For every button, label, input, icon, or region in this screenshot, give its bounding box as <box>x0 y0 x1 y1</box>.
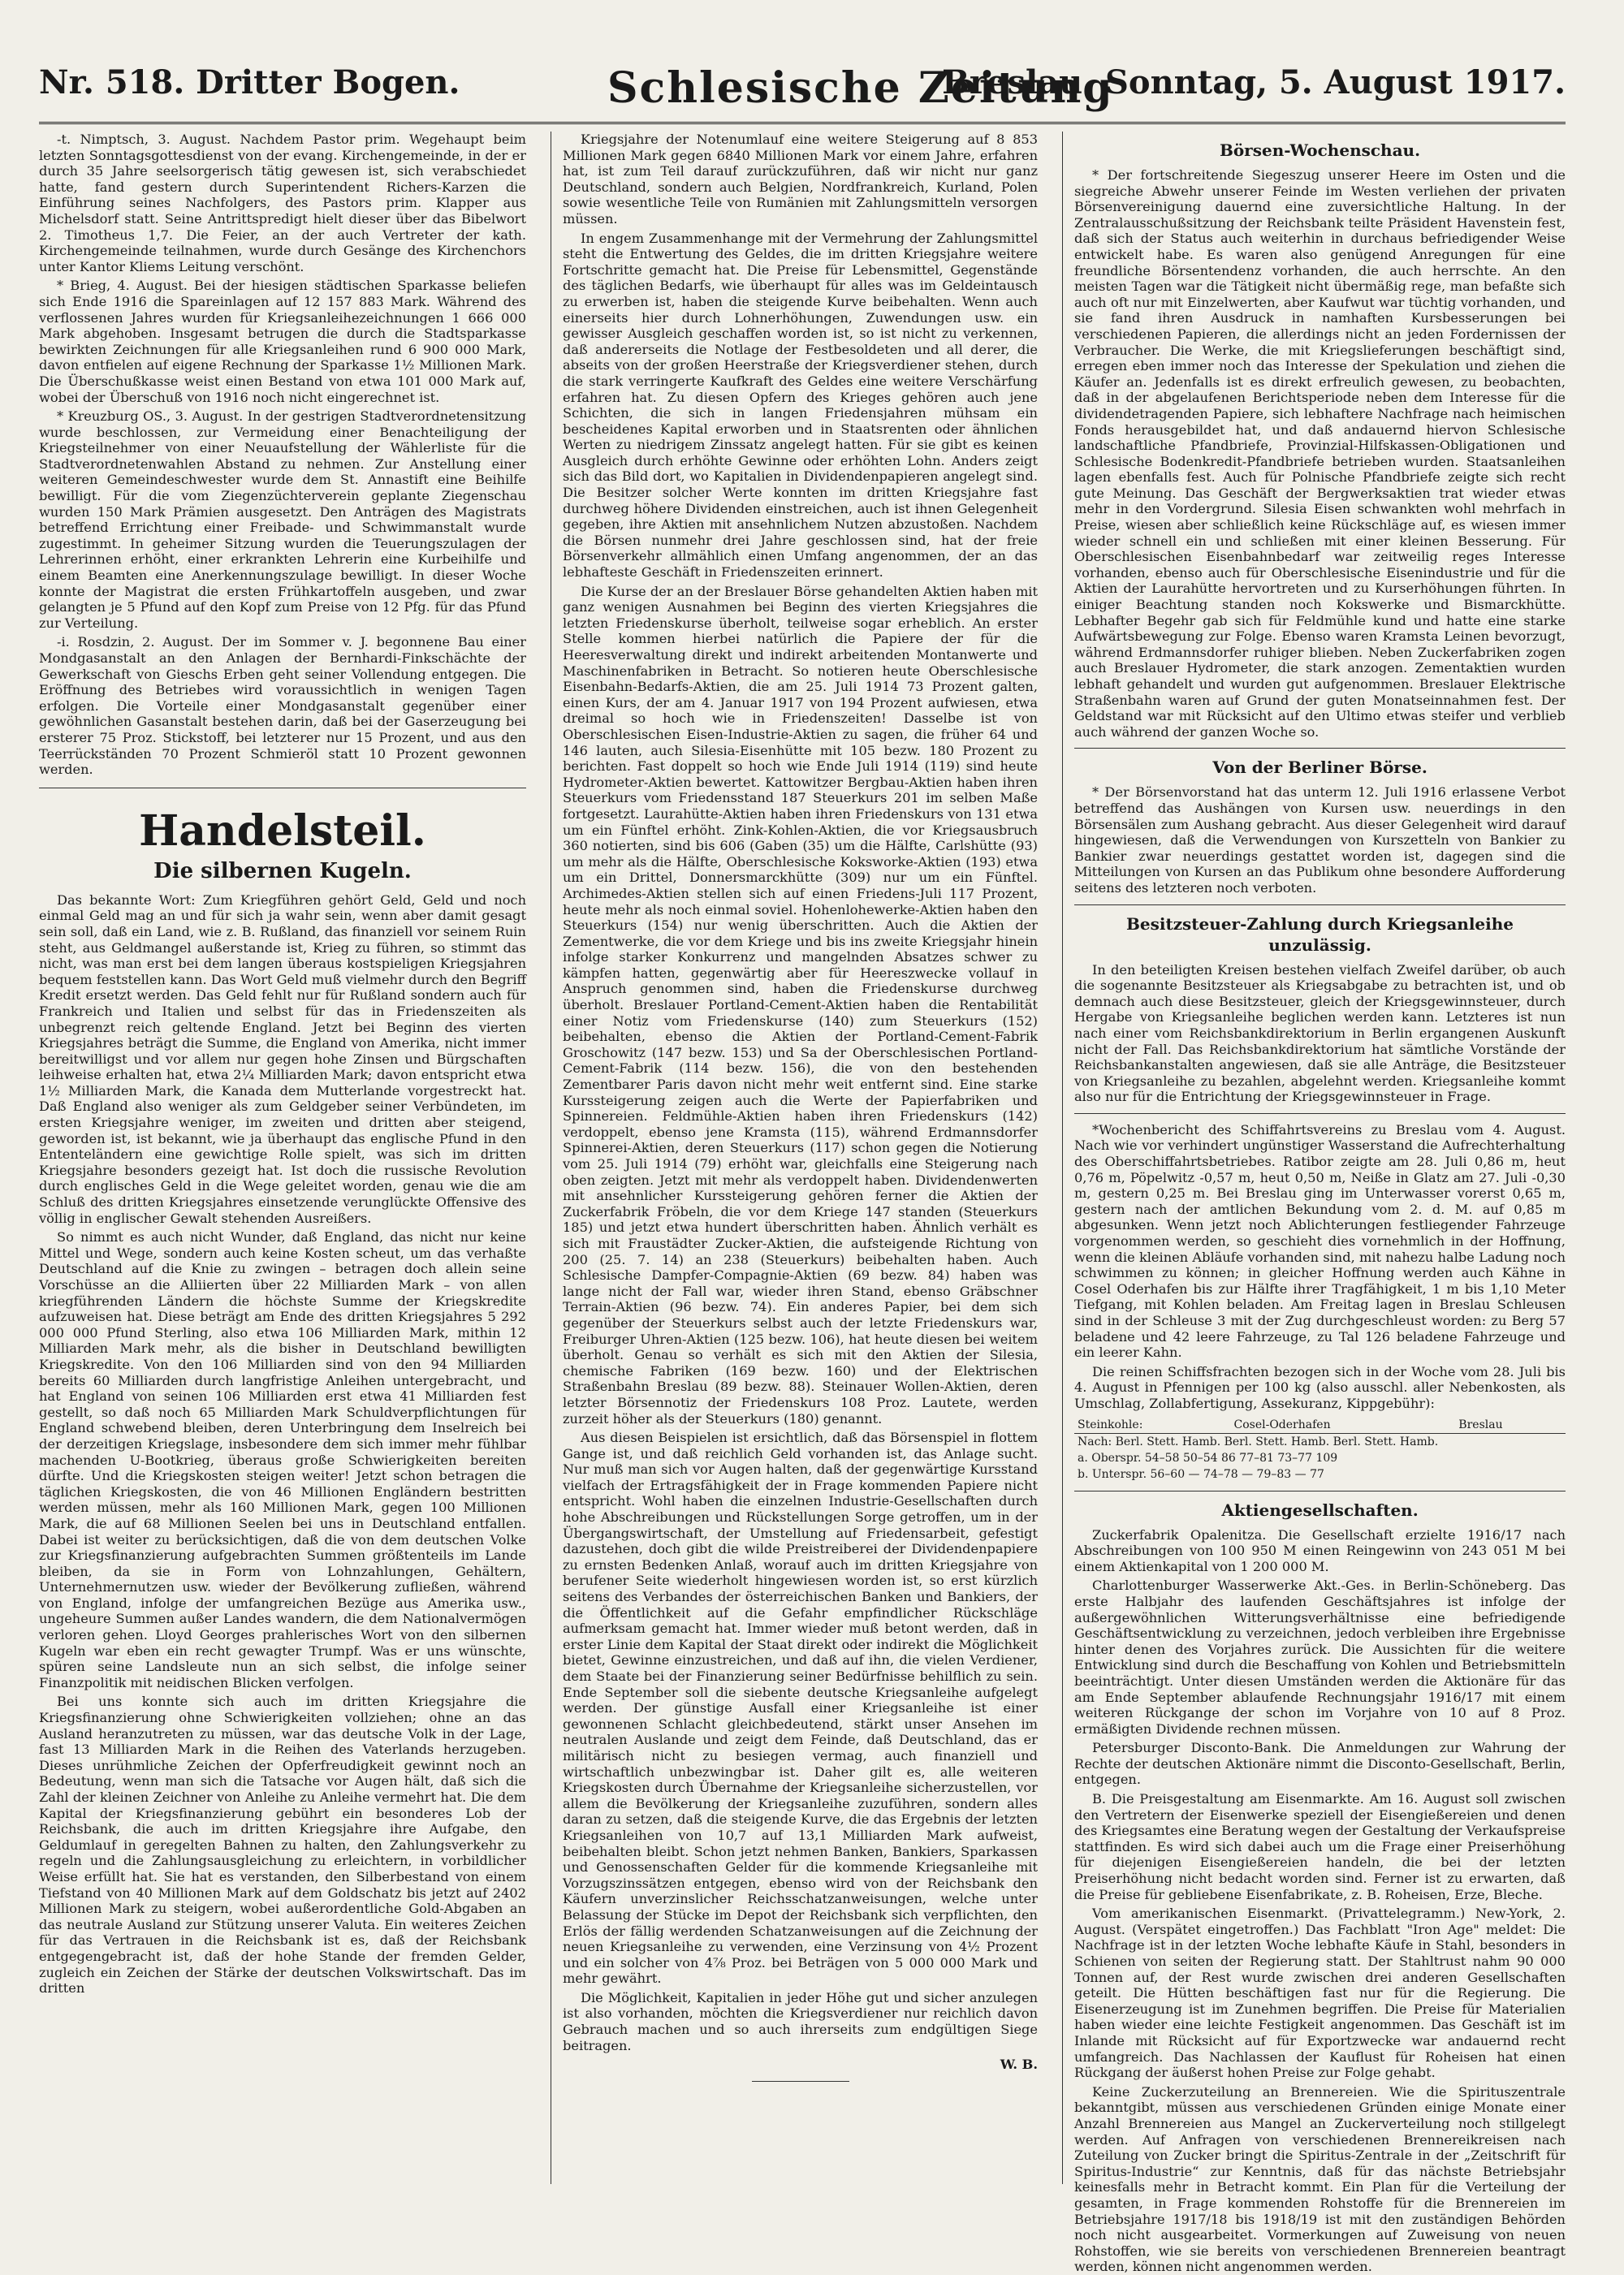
besitz-paragraph: In den beteiligten Kreisen bestehen vielfach Zweifel darüber, ob auch die sogenannte Besitzsteuer als Kriegsabgabe zu betrachten ist, und ob demnach auch diese Besitzsteuer, gleich der Kriegsgewinnsteuer, durch Hergabe von Kriegsanleihe beglichen werden kann. Letzteres ist nun nach einer vom Reichsbankdirektorium in Berlin ergangenen Auskunft nicht der Fall. Das Reichsbankdirektorium hat sämtliche Vorstände der Reichsbankanstalten angewiesen, daß sie alle Anträge, die Besitzsteuer von Kriegsanleihe zu bezahlen, abgelehnt werden. Kriegsanleihe kommt also nur für die Entrichtung der Kriegsgewinnsteuer in Frage. <box>1074 961 1566 1105</box>
divider <box>1074 904 1566 905</box>
masthead <box>39 57 1566 124</box>
aktien-paragraph: Zuckerfabrik Opalenitza. Die Gesellschaft erzielte 1916/17 nach Abschreibungen von 100 950 M einen Reingewinn von 243 051 M bei einem Aktienkapital von 1 200 000 M. <box>1074 1526 1566 1574</box>
table-row <box>1074 1417 1566 1434</box>
article-paragraph: Aus diesen Beispielen ist ersichtlich, daß das Börsenspiel in flottem Gange ist, und daß reichlich Geld vorhanden ist, das Anlage sucht. Nur muß man sich vor Augen halten, daß der gegenwärtige Kursstand vielfach der Ertragsfähigkeit der in Frage kommenden Papiere nicht entspricht. Wohl haben die einzelnen Industrie-Gesellschaften durch hohe Abschreibungen und Rückstellungen Sorge getroffen, um in der Übergangswirtschaft, der Umstellung auf Friedensarbeit, gefestigt dazustehen, doch gibt die wilde Preistreiberei der Dividendenpapiere zu ernsten Bedenken Anlaß, worauf auch im dritten Kriegsjahre von berufener Seite wiederholt hingewiesen worden ist, so erst kürzlich seitens des Verbandes der österreichischen Banken und Bankiers, der die Öffentlichkeit auf die Gefahr empfindlicher Rückschläge aufmerksam gemacht hat. Immer wieder muß betont werden, daß in erster Linie dem Kapital der Staat direkt oder indirekt die Möglichkeit bietet, Gewinne einzustreichen, und daß auf ihn, die vielen Verdiener, dem Staate bei der Finanzierung seiner Bedürfnisse behilflich zu sein. Ende September soll die siebente deutsche Kriegsanleihe aufgelegt werden. Der günstige Ausfall einer Kriegsanleihe ist einer gewonnenen Schlacht gleichbedeutend, stärkt unser Ansehen im neutralen Auslande und zeigt dem Feinde, daß Deutschland, das er militärisch nicht zu besiegen vermag, auch finanziell und wirtschaftlich unbezwingbar ist. Daher gilt es, alle weiteren Kriegskosten durch Übernahme der Kriegsanleihe sicherzustellen, vor allem die Bevölkerung der Kriegsanleihe zuzuführen, sondern alles daran zu setzen, daß die steigende Kurve, die das Ergebnis der letzten Kriegsanleihen von 10,7 auf 13,1 Milliarden Mark aufweist, beibehalten bleibt. Schon jetzt nehmen Banken, Bankiers, Sparkassen und Genossenschaften Gelder für die kommende Kriegsanleihe mit Vorzugszinssätzen entgegen, ebenso wird von der Reichsbank den Käufern unverzinslicher Reichsschatzanweisungen, welche unter Belassung der Stücke im Depot der Reichsbank sich verpflichten, den Erlös der fällig werdenden Schatzanweisungen auf die Zeichnung der neuen Kriegsanleihe zu verwenden, eine Verzinsung von 4½ Prozent und ein solcher von 4⅞ Proz. bei Beträgen von 5 000 000 Mark und mehr gewährt. <box>563 1430 1038 1987</box>
table-cell: Nach: Berl. Stett. Hamb. Berl. Stett. Hamb. Berl. Stett. Hamb. <box>1078 1435 1439 1448</box>
schiffahrt-paragraph: Die reinen Schiffsfrachten bezogen sich in der Woche vom 28. Juli bis 4. August in Pfennigen per 100 kg (also ausschl. aller Nebenkosten, als Umschlag, Zollabfertigung, Assekuranz, Kippgebühr): <box>1074 1363 1566 1411</box>
table-row <box>1074 1450 1566 1466</box>
column-3 <box>1062 132 1566 2275</box>
local-news <box>39 132 526 788</box>
aktien-title: Aktiengesellschaften. <box>1221 1500 1419 1520</box>
section-title: Handelsteil. <box>139 805 426 856</box>
article-paragraph: So nimmt es auch nicht Wunder, daß England, das nicht nur keine Mittel und Wege, sondern auch keine Kosten scheut, um das verhaßte Deutschland auf die Knie zu zwingen – betragen doch allein seine Vorschüsse an die Alliierten über 22 Milliarden Mark – von allen kriegführenden Ländern die höchste Summe der Kriegskredite aufzuweisen hat. Diese beträgt am Ende des dritten Kriegsjahres 5 292 000 000 Pfund Sterling, also etwa 106 Milliarden Mark, mithin 12 Milliarden Mark mehr, als die bisher in Deutschland bewilligten Kriegskredite. Von den 106 Milliarden sind von den 94 Milliarden bereits 60 Milliarden durch langfristige Anleihen untergebracht, und hat England von seinen 106 Milliarden erst etwa 41 Milliarden fest gestellt, so daß noch 65 Milliarden Mark Schuldverpflichtungen für England schwebend bleiben, deren Unterbringung dem Inselreich bei der derzeitigen Kriegslage, insbesondere dem sich immer mehr fühlbar machenden U-Bootkrieg, überaus große Schwierigkeiten bereiten dürfte. Und die Kriegskosten steigen weiter! Jetzt schon betragen die täglichen Kriegskosten, die von 46 Millionen Engländern bestritten werden müssen, mehr als 160 Millionen Mark, gegen 100 Millionen Mark, die auf 68 Millionen Seelen bei uns in Deutschland entfallen. Dabei ist weiter zu berücksichtigen, daß die von dem deutschen Volke zur Kriegsfinanzierung aufgebrachten Summen größtenteils im Lande bleiben, da sie in Form von Lohnzahlungen, Gehältern, Unternehmernutzen usw. wieder der Bevölkerung zufließen, während von England, infolge der umfangreichen Bezüge aus Amerika usw., ungeheure Summen außer Landes wandern, die dem Nationalvermögen verloren gehen. Lloyd Georges prahlerisches Wort von den silbernen Kugeln war eben ein recht gewagter Trumpf. Was er uns wünschte, spüren seine Landsleute nun an sich selbst, die infolge seiner Finanzpolitik mit neidischen Blicken verfolgen. <box>39 1229 526 1690</box>
table-row <box>1074 1466 1566 1483</box>
newspaper-page <box>39 57 1566 2275</box>
divider <box>1074 1113 1566 1114</box>
aktien-paragraph: Vom amerikanischen Eisenmarkt. (Privattelegramm.) New-York, 2. August. (Verspätet eingetroffen.) Das Fachblatt "Iron Age" meldet: Die Nachfrage ist in der letzten Woche lebhafte Käufe in Stahl, besonders in Schienen von seiten der Regierung statt. Der Stahltrust nahm 90 000 Tonnen auf, der Rest wurde zwischen drei anderen Gesellschaften geteilt. Die Hütten beschäftigen fast nur für die Regierung. Die Eisenerzeugung ist im Zunehmen begriffen. Die Preise für Materialien haben wieder eine leichte Festigkeit angenommen. Das Geschäft ist im Inlande mit Rücksicht auf für Exportzwecke war andauernd recht umfangreich. Das Nachlassen der Kauflust für Roheisen hat einen Rückgang der äußerst hohen Preise zur Folge gehabt. <box>1074 1906 1566 2081</box>
aktien-paragraph: Charlottenburger Wasserwerke Akt.-Ges. in Berlin-Schöneberg. Das erste Halbjahr des laufenden Geschäftsjahres ist infolge der außergewöhnlichen Witterungsverhältnisse eine befriedigende Geschäftsentwicklung zu verzeichnen, jedoch verbleiben ihre Ergebnisse hinter denen des Vorjahres zurück. Die Aussichten für die weitere Entwicklung sind durch die Beschaffung von Kohlen und Betriebsmitteln beeinträchtigt. Unter diesen Umständen werden die Aktionäre für das am Ende September ablaufende Rechnungsjahr 1916/17 mit einem weiteren Rückgange der schon im Vorjahre von 10 auf 8 Proz. ermäßigten Dividende rechnen müssen. <box>1074 1578 1566 1737</box>
news-rosdzin: -i. Rosdzin, 2. August. Der im Sommer v. J. begonnene Bau einer Mondgasanstalt an den Anlagen der Bernhardi-Finkschächte der Gewerkschaft von Gieschs Erben geht seiner Vollendung entgegen. Die Eröffnung des Betriebes wird voraussichtlich in wenigen Tagen erfolgen. Die Vorteile einer Mondgasanstalt gegenüber einer gewöhnlichen Gasanstalt bestehen darin, daß bei der Gaserzeugung bei ersterer 75 Proz. Stickstoff, bei letzterer nur 15 Prozent, und aus den Teerrückständen 70 Prozent Schmieröl statt 10 Prozent gewonnen werden. <box>39 634 526 778</box>
divider <box>1074 748 1566 749</box>
aktien-paragraph: Petersburger Disconto-Bank. Die Anmeldungen zur Wahrung der Rechte der deutschen Aktionäre nimmt die Disconto-Gesellschaft, Berlin, entgegen. <box>1074 1740 1566 1788</box>
table-row <box>1074 1433 1566 1450</box>
newspaper-title: Schlesische Zeitung <box>607 63 1114 113</box>
table-header: Cosel-Oderhafen <box>1231 1417 1456 1434</box>
article-title: Die silbernen Kugeln. <box>153 858 412 883</box>
article-paragraph: Das bekannte Wort: Zum Kriegführen gehört Geld, Geld und noch einmal Geld mag an und für sich ja wahr sein, wenn aber damit gesagt sein soll, daß ein Land, wie z. B. Rußland, das finanziell vor seinem Ruin steht, aus Geldmangel außerstande ist, Krieg zu führen, so stimmt das nicht, was man erst bei dem langen überaus kostspieligen Kriegsjahren bequem feststellen kann. Das Wort Geld muß vielmehr durch den Begriff Kredit ersetzt werden. Das Geld fehlt nur für Rußland sondern auch für Frankreich und Italien und selbst für das in Friedenszeiten als unbegrenzt reich geltende England. Jetzt bei Beginn des vierten Kriegsjahres beträgt die Summe, die England von Amerika, nicht immer bereitwilligst und vor allem nur gegen hohe Zinsen und Bürgschaften leihweise erhalten hat, etwa 2¼ Milliarden Mark; davon entspricht etwa 1½ Milliarden Mark, die Kanada dem Mutterlande vorgestreckt hat. Daß England also weniger als zum Geldgeber seiner Verbündeten, im ersten Kriegsjahre weniger, im zweiten und dritten aber steigend, geworden ist, ist bekannt, wie ja überhaupt das englische Pfund in den Ententeländern eine gewichtige Rolle spielt, was sich im dritten Kriegsjahre besonders gezeigt hat. Ist doch die russische Revolution durch englisches Geld in die Wege geleitet worden, genau wie die am Schluß des dritten Kriegsjahres einsetzende verunglückte Offensive des völlig in englischer Gewalt stehenden Ausreißers. <box>39 891 526 1226</box>
table-header: Breslau <box>1455 1417 1566 1434</box>
article-paragraph: Bei uns konnte sich auch im dritten Kriegsjahre die Kriegsfinanzierung ohne Schwierigkeiten vollziehen; ohne an das Ausland heranzutreten zu müssen, war das deutsche Volk in der Lage, fast 13 Milliarden Mark in die Reihen des Vaterlands herzugeben. Dieses unrühmliche Zeichen der Opferfreudigkeit gewinnt noch an Bedeutung, wenn man sich die Tatsache vor Augen hält, daß sich die Zahl der kleinen Zeichner von Anleihe zu Anleihe vermehrt hat. Die dem Kapital der Kriegsfinanzierung gebührt ein besonderes Lob der Reichsbank, die auch im dritten Kriegsjahre ihre Aufgabe, den Geldumlauf in geregelten Bahnen zu halten, den Zahlungsverkehr zu regeln und die Zahlungsausgleichung zu erleichtern, in vorbildlicher Weise erfüllt hat. Sie hat es verstanden, den Silberbestand von einem Tiefstand von 40 Millionen Mark auf dem Goldschatz bis jetzt auf 2402 Millionen Mark zu steigern, wobei außerordentliche Gold-Abgaben an das neutrale Ausland zur Stützung unserer Valuta. Ein weiteres Zeichen für das Vertrauen in die Reichsbank ist es, daß der Reichsbank entgegengebracht ist, daß der hohe Stande der fremden Gelder, zugleich ein Zeichen der Stärke der deutschen Volkswirtschaft. Das im dritten <box>39 1694 526 1997</box>
table-cell: a. Oberspr. 54–58 50–54 86 77–81 73–77 109 <box>1078 1451 1338 1465</box>
news-kreuzburg: * Kreuzburg OS., 3. August. In der gestrigen Stadtverordnetensitzung wurde beschlossen, zur Vermeidung einer Benachteiligung der Kriegsteilnehmer von einer Neuaufstellung der Wählerliste für die Stadtverordnetenwahlen Abstand zu nehmen. Zur Anstellung einer weiteren Gemeindeschwester wurde dem St. Annastift eine Beihilfe bewilligt. Für die vom Ziegenzüchterverein geplante Ziegenschau wurden 150 Mark Prämien ausgesetzt. Den Anträgen des Magistrats betreffend Errichtung einer Freibade- und Schwimmanstalt wurde zugestimmt. In geheimer Sitzung wurden die Teuerungszulagen der Lehrerinnen erhöht, einer erkrankten Lehrerin eine Kurbeihilfe und einem Beamten eine Anerkennungszulage bewilligt. In dieser Woche konnte der Magistrat die ersten Frühkartoffeln ausgeben, und zwar gelangten je 5 Pfund auf den Kopf zum Preise von 12 Pfg. für das Pfund zur Verteilung. <box>39 408 526 631</box>
news-brieg: * Brieg, 4. August. Bei der hiesigen städtischen Sparkasse beliefen sich Ende 1916 die Spareinlagen auf 12 157 883 Mark. Während des verflossenen Jahres wurden für Kriegsanleihezeichnungen 1 666 000 Mark abgehoben. Insgesamt betrugen die durch die Stadtsparkasse bewirkten Zeichnungen für alle Kriegsanleihen rund 6 900 000 Mark, davon entfielen auf eigene Rechnung der Sparkasse 1½ Millionen Mark. Die Überschußkasse weist einen Bestand von etwa 101 000 Mark auf, wobei der Überschuß von 1916 noch nicht eingerechnet ist. <box>39 278 526 405</box>
end-rule <box>752 2081 849 2082</box>
article-paragraph: Die Möglichkeit, Kapitalien in jeder Höhe gut und sicher anzulegen ist also vorhanden, möchten die Kriegsverdiener nur reichlich davon Gebrauch machen und so auch ihrerseits zum endgültigen Siege beitragen. <box>563 1989 1038 2053</box>
column-1 <box>39 132 526 2184</box>
table-cell: b. Unterspr. 56–60 — 74–78 — 79–83 — 77 <box>1078 1467 1324 1481</box>
schiffahrt-paragraph: *Wochenbericht des Schiffahrtsvereins zu Breslau vom 4. August. Nach wie vor verhindert ungünstiger Wasserstand die Aufrechterhaltung des Oberschiffahrtsbetriebes. Ratibor zeigte am 28. Juli 0,86 m, heut 0,76 m, Pöpelwitz -0,57 m, heut 0,50 m, Neiße in Glatz am 27. Juli -0,30 m, gestern 0,25 m. Bei Breslau ging im Unterwasser vorerst 0,65 m, gestern nach der amtlichen Bekundung vom 2. d. M. auf 0,85 m abgesunken. Wenn jetzt noch Ablichterungen festliegender Fahrzeuge vorgenommen werden, so geschieht dies vornehmlich in der Hoffnung, wenn die kleinen Abläufe vorhanden sind, mit nahezu halbe Ladung noch schwimmen zu können; in gleicher Hoffnung werden auch Kähne in Cosel Oderhafen bis zur Hälfte ihrer Tragfähigkeit, 1 m bis 1,10 Meter Tiefgang, mit Kohlen beladen. Am Freitag lagen in Breslau Schleusen sind in der Schleuse 3 mit der Zug durchgeschleust worden: zu Berg 57 beladene und 42 leere Fahrzeuge, zu Tal 126 beladene Fahrzeuge und ein leerer Kahn. <box>1074 1121 1566 1361</box>
boerse-title: Börsen-Wochenschau. <box>1219 140 1421 160</box>
date-line: Breslau. Sonntag, 5. August 1917. <box>942 63 1566 101</box>
aktien-paragraph: B. Die Preisgestaltung am Eisenmarkte. Am 16. August soll zwischen den Vertretern der Eisenwerke speziell der Eisengießereien und denen des Kriegsamtes eine Beratung wegen der Gestaltung der Verkaufspreise stattfinden. Es wird sich dabei auch um die Frage einer Preiserhöhung für diejenigen Eisengießereien handeln, die bei der letzten Preiserhöhung nicht bedacht worden sind. Ferner ist zu erwarten, daß die Preise für gebliebene Eisenfabrikate, z. B. Roheisen, Erze, Bleche. <box>1074 1791 1566 1902</box>
article-paragraph: In engem Zusammenhange mit der Vermehrung der Zahlungsmittel steht die Entwertung des Geldes, die im dritten Kriegsjahre weitere Fortschritte gemacht hat. Die Preise für Lebensmittel, Gegenstände des täglichen Bedarfs, wie überhaupt für alles was im Geldeintausch zu erwerben ist, haben die steigende Kurve beibehalten. Wenn auch einerseits hier durch Lohnerhöhungen, Zuwendungen usw. ein gewisser Ausgleich geschaffen worden ist, so ist nicht zu verkennen, daß andererseits die Notlage der Festbesoldeten und all derer, die abseits von der großen Heerstraße der Kriegsverdiener stehen, durch die stark verringerte Kaufkraft des Geldes eine weitere Verschärfung erfahren hat. Zu diesen Opfern des Krieges gehören auch jene Schichten, die sich in langen Friedensjahren mühsam ein bescheidenes Kapital erworben und in Staatsrenten oder ähnlichen Werten zu niedrigem Zinssatz angelegt hatten. Für sie gibt es keinen Ausgleich durch erhöhte Gewinne oder erhöhten Lohn. Anders zeigt sich das Bild dort, wo Kapitalien in Dividendenpapieren angelegt sind. Die Besitzer solcher Werte konnten im dritten Kriegsjahre fast durchweg höhere Dividenden einstreichen, auch ist ihnen Gelegenheit gegeben, ihre Aktien mit ansehnlichem Nutzen abzustoßen. Nachdem die Börsen nunmehr drei Jahre geschlossen sind, hat der freie Börsenverkehr allmählich einen Umfang angenommen, der an das lebhafteste Geschäft in Friedenszeiten erinnert. <box>563 230 1038 581</box>
besitz-title: Besitzsteuer-Zahlung durch Kriegsanleihe unzulässig. <box>1125 913 1514 955</box>
freight-table <box>1074 1417 1566 1483</box>
berlin-title: Von der Berliner Börse. <box>1212 758 1427 778</box>
aktien-paragraph: Keine Zuckerzuteilung an Brennereien. Wie die Spirituszentrale bekanntgibt, müssen aus verschiedenen Gründen einige Monate einer Anzahl Brennereien aus Mangel an Zuckerverteilung noch stillgelegt werden. Auf Anfragen von verschiedenen Brennereikreisen nach Zuteilung von Zucker bringt die Spiritus-Zentrale in der „Zeitschrift für Spiritus-Industrie“ zur Kenntnis, daß für das nächste Betriebsjahr keinesfalls mehr in Betracht kommt. Ein Plan für die Verteilung der gesamten, in Frage kommenden Rohstoffe für die Brennereien im Betriebsjahre 1917/18 bis 1918/19 ist mit den zuständigen Behörden noch nicht ausgearbeitet. Vormerkungen auf Zuweisung von neuen Rohstoffen, wie sie bereits von verschiedenen Brennereien beantragt werden, können nicht angenommen werden. <box>1074 2083 1566 2275</box>
issue-number: Nr. 518. Dritter Bogen. <box>39 63 460 101</box>
article-paragraph: Die Kurse der an der Breslauer Börse gehandelten Aktien haben mit ganz wenigen Ausnahmen bei Beginn des vierten Kriegsjahres die letzten Friedenskurse überholt, teilweise sogar erheblich. An erster Stelle kommen hierbei natürlich die Papiere der für die Heeresverwaltung direkt und indirekt arbeitenden Montanwerte und Maschinenfabriken in Betracht. So notieren heute Oberschlesische Eisenbahn-Bedarfs-Aktien, die am 25. Juli 1914 73 Prozent galten, einen Kurs, der am 4. Januar 1917 von 194 Prozent aufwiesen, etwa dreimal so hoch wie in Friedenszeiten! Dasselbe ist von Oberschlesischen Eisen-Industrie-Aktien zu sagen, die früher 64 und 146 lauten, auch Silesia-Eisenhütte mit 105 bezw. 180 Prozent zu berichten. Fast doppelt so hoch wie Ende Juli 1914 (119) sind heute Hydrometer-Aktien bewertet. Kattowitzer Bergbau-Aktien haben ihren Steuerkurs vom Friedensstand 187 Steuerkurs 201 im selben Maße fortgesetzt. Laurahütte-Aktien haben ihren Friedenskurs von 131 etwa um ein Fünftel erhöht. Zink-Kohlen-Aktien, die vor Kriegsausbruch 360 notierten, sind bis 606 (Gaben (35) um die Hälfte, Carlshütte (93) um mehr als die Hälfte, Oberschlesische Koksworke-Aktien (193) etwa um ein Drittel, Donnersmarckhütte (309) nur um ein Fünftel. Archimedes-Aktien stellen sich auf einen Friedens-Juli 117 Prozent, heute mehr als noch einmal soviel. Hohenlohewerke-Aktien haben den Steuerkurs (154) nur wenig überschritten. Auch die Aktien der Zementwerke, die vor dem Kriege und bis ins zweite Kriegsjahr hinein infolge starker Konkurrenz und mangelnden Absatzes schwer zu kämpfen hatten, gegenwärtig aber für Heereszwecke vollauf in Anspruch genommen sind, haben die Friedenskurse durchweg überholt. Breslauer Portland-Cement-Aktien haben die Rentabilität einer Notiz vom Friedenskurse (140) zum Steuerkurs (152) beibehalten, ebenso die Aktien der Portland-Cement-Fabrik Groschowitz (147 bezw. 153) und Sa der Oberschlesischen Portland-Cement-Fabrik (114 bezw. 156), die von den bestehenden Zementbarer Paris davon nicht mehr weit entfernt sind. Eine starke Kurssteigerung zeigen auch die Werte der Papierfabriken und Spinnereien. Feldmühle-Aktien haben ihren Friedenskurs (142) verdoppelt, ebenso jene Kramsta (115), während Erdmannsdorfer Spinnerei-Aktien, deren Steuerkurs (117) schon gegen die Notierung vom 25. Juli 1914 (79) erhöht war, gleichfalls eine Steigerung nach oben zeigten. Jetzt mit mehr als verdoppelt haben. Dividendenwerten mit ansehnlicher Kurssteigerung gehören ferner die Aktien der Zuckerfabrik Fröbeln, die vor dem Kriege 147 standen (Steuerkurs 185) und jetzt etwa hundert überschritten haben. Ähnlich verhält es sich mit Fraustädter Zucker-Aktien, die aufsteigende Richtung von 200 (25. 7. 14) an 238 (Steuerkurs) beibehalten haben. Auch Schlesische Dampfer-Compagnie-Aktien (69 bezw. 84) haben was lange nicht der Fall war, wieder ihren Stand, ebenso Gräbschner Terrain-Aktien (96 bezw. 74). Ein anderes Papier, bei dem sich gegenüber der Steuerkurs selbst auch der letzte Friedenskurs war, Freiburger Uhren-Aktien (125 bezw. 106), hat heute diesen bei weitem überholt. Genau so verhält es sich mit den Aktien der Silesia, chemische Fabriken (169 bezw. 160) und der Elektrischen Straßenbahn Breslau (89 bezw. 88). Steinauer Wollen-Aktien, deren letzter Börsennotiz der Friedenskurs 108 Proz. Lautete, werden zurzeit höher als der Steuerkurs (180) genannt. <box>563 583 1038 1427</box>
author-signature: W. B. <box>1000 2057 1038 2073</box>
boerse-paragraph: * Der fortschreitende Siegeszug unserer Heere im Osten und die siegreiche Abwehr unserer Feinde im Westen verliehen der privaten Börsenvereinigung dauernd eine zuversichtliche Haltung. In der Zentralausschußsitzung der Reichsbank teilte Präsident Havenstein fest, daß sich der Status auch weiterhin in durchaus befriedigender Weise entwickelt habe. Es waren also genügend Anregungen für eine freundliche Börsentendenz vorhanden, die auch herrschte. An den meisten Tagen war die Tätigkeit nicht übermäßig rege, man befaßte sich auch oft nur mit Einzelwerten, aber Kaufwut war tüchtig vorhanden, und sie fand ihren Ausdruck in namhaften Kursbesserungen bei verschiedenen Papieren, die allerdings nicht an jeden Fordernissen der Verbraucher. Die Werke, die mit Kriegslieferungen beschäftigt sind, erregen eben immer noch das Interesse der Spekulation und ziehen die Käufer an. Jedenfalls ist es direkt erfreulich gewesen, zu beobachten, daß in der abgelaufenen Berichtsperiode neben dem Interesse für die dividendetragenden Papiere, sich lebhaftere Nachfrage nach heimischen Fonds herausgebildet hat, und daß andauernd hiervon Schlesische landschaftliche Pfandbriefe, Provinzial-Hilfskassen-Obligationen und Schlesische Bodenkredit-Pfandbriefe betrieben wurden. Staatsanleihen lagen ebenfalls fest. Auch für Polnische Pfandbriefe zeigte sich recht gute Meinung. Das Geschäft der Bergwerksaktien trat wieder etwas mehr in den Vordergrund. Silesia Eisen schwankten wohl mehrfach in Preise, wiesen aber schließlich keine Rückschläge auf, es wiesen immer wieder schnell ein und schließen mit einer kleinen Besserung. Für Oberschlesischen Eisenbahnbedarf war zeitweilig reges Interesse vorhanden, ebenso auch für Oberschlesische Eisenindustrie und für die Aktien der Laurahütte hervortreten und zu Kurserhöhungen führten. In einiger Beachtung standen noch Kokswerke und Bismarckhütte. Lebhafter Begehr gab sich für Feldmühle kund und hatte eine starke Aufwärtsbewegung zur Folge. Ebenso waren Kramsta Leinen bevorzugt, während Erdmannsdorfer ruhiger blieben. Neben Zuckerfabriken zogen auch Breslauer Hydrometer, die stark anzogen. Zementaktien wurden lebhaft gehandelt und wurden gut aufgenommen. Breslauer Elektrische Straßenbahn waren auf Grund der guten Monatseinnahmen fest. Der Geldstand war mit Rücksicht auf den Ultimo etwas steifer und verblieb auch während der ganzen Woche so. <box>1074 167 1566 740</box>
berlin-paragraph: * Der Börsenvorstand hat das unterm 12. Juli 1916 erlassene Verbot betreffend das Aushängen von Kursen usw. neuerdings in den Börsensälen zum Aushang gebracht. Aus dieser Gelegenheit wird darauf hingewiesen, daß die Verwendungen von Kurszetteln von Bankier zu Bankier zwar neuerdings gestattet worden ist, dagegen sind die Mitteilungen von Kursen an das Publikum ohne besondere Aufforderung seitens des letzteren noch verboten. <box>1074 784 1566 896</box>
news-nimptsch: -t. Nimptsch, 3. August. Nachdem Pastor prim. Wegehaupt beim letzten Sonntagsgottesdienst von der evang. Kirchengemeinde, in der er durch 35 Jahre seelsorgerisch tätig gewesen ist, sich verabschiedet hatte, fand gestern durch Superintendent Richers-Karzen die Einführung seines Nachfolgers, des Pastors prim. Klapper aus Michelsdorf statt. Seine Antrittspredigt hielt dieser über das Bibelwort 2. Timotheus 1,7. Die Feier, an der auch Vertreter der kath. Kirchengemeinde teilnahmen, wurde durch Gesänge des Kirchenchors unter Kantor Kliems Leitung verschönt. <box>39 132 526 274</box>
table-header: Steinkohle: <box>1074 1417 1231 1434</box>
column-2 <box>551 132 1038 2184</box>
article-paragraph: Kriegsjahre der Notenumlauf eine weitere Steigerung auf 8 853 Millionen Mark gegen 6840 Millionen Mark vor einem Jahre, erfahren hat, ist zum Teil darauf zurückzuführen, daß wir nicht nur ganz Deutschland, sondern auch Belgien, Nordfrankreich, Kurland, Polen sowie wesentliche Teile von Rumänien mit Zahlungsmitteln versorgen müssen. <box>563 132 1038 227</box>
